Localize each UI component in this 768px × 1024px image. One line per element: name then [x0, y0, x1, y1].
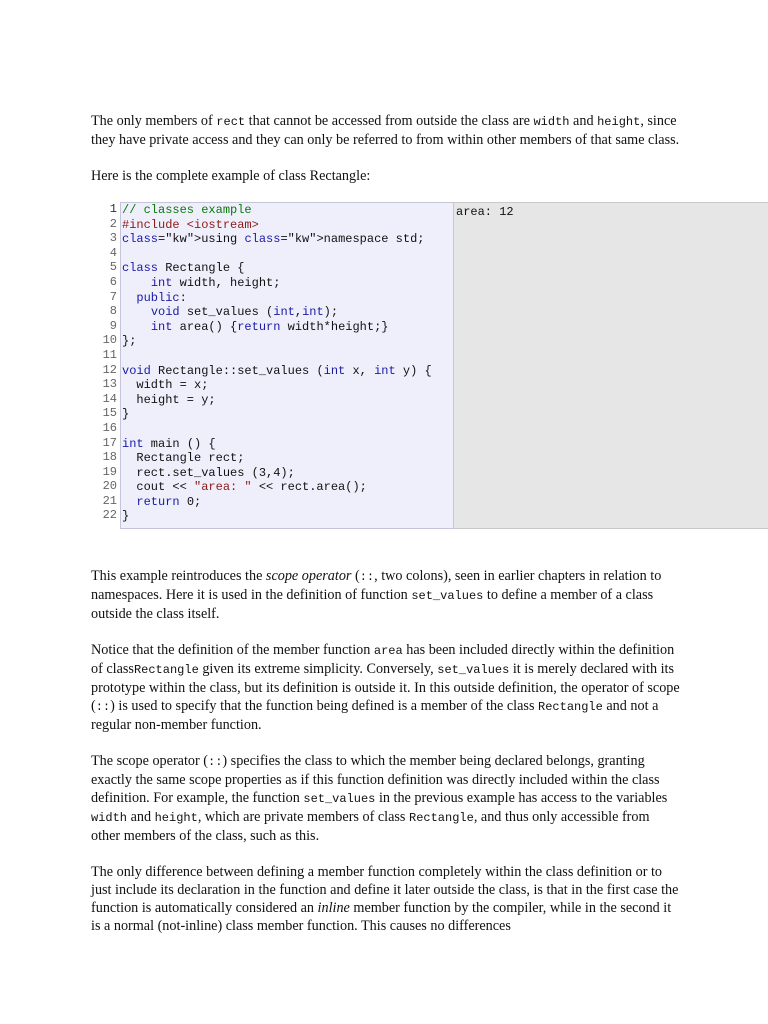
line-number: 11	[102, 347, 117, 362]
code-line: };	[122, 334, 137, 349]
inline-code: rect	[216, 115, 246, 129]
inline-code: ::	[359, 570, 375, 584]
code-block	[120, 202, 454, 529]
line-number: 5	[109, 260, 117, 275]
code-example	[91, 202, 768, 527]
text: (	[351, 568, 360, 584]
code-line	[121, 247, 453, 262]
code-line: void set_values (int,int);	[150, 305, 339, 320]
text: , two colons), seen in earlier chapters in relation to namespaces. Here it is used in the definition of function	[91, 568, 662, 603]
line-number-gutter	[91, 202, 119, 527]
code-line: Rectangle rect;	[122, 451, 245, 466]
line-number: 8	[109, 304, 117, 319]
code-line: int main () {	[122, 436, 216, 451]
text: Notice that the definition of the member function	[91, 642, 374, 658]
code-line: height = y;	[122, 392, 216, 407]
inline-code: Rectangle	[133, 663, 199, 677]
code-line: class="kw">using class="kw">namespace std;	[122, 232, 425, 247]
text: in the previous example has access to the variables	[375, 790, 668, 806]
intro-section	[91, 112, 681, 185]
line-number: 19	[102, 464, 117, 479]
text: The only difference between defining a member function completely within the class definition or to just include its declaration in the function and define it later outside the class, is that in the first case the function is automatically considered an	[91, 864, 679, 916]
emphasis: scope operator	[265, 568, 352, 584]
text: The only members of	[91, 113, 217, 129]
inline-code: Rectangle	[538, 700, 603, 714]
inline-code: ::	[208, 755, 223, 769]
code-line: int width, height;	[150, 275, 281, 290]
line-number: 21	[102, 493, 117, 508]
code-line	[121, 422, 453, 437]
code-line: cout << "area: " << rect.area();	[122, 480, 367, 495]
code-line: }	[122, 509, 130, 524]
inline-code: set_values	[303, 792, 376, 806]
line-number: 14	[102, 391, 117, 406]
output-text: area: 12	[456, 205, 514, 219]
line-number: 10	[102, 333, 117, 348]
line-number: 17	[102, 435, 117, 450]
text: , which are private members of class	[197, 809, 409, 825]
text: , since they have private access and they can only be referred to from within other members of that same class.	[91, 113, 680, 148]
paragraph-area-definition	[91, 641, 681, 734]
inline-code: height	[597, 115, 641, 129]
inline-code: area	[373, 644, 403, 658]
text: This example reintroduces the	[91, 568, 266, 584]
example-heading: Here is the complete example of class Rectangle:	[91, 168, 371, 184]
code-line: width = x;	[122, 378, 209, 393]
text: given its extreme simplicity. Conversely,	[198, 661, 438, 677]
code-line: void Rectangle::set_values (int x, int y) {	[122, 363, 432, 378]
line-number: 6	[109, 274, 117, 289]
paragraph-inline-difference	[91, 863, 681, 935]
line-number: 13	[102, 377, 117, 392]
inline-code: width	[533, 115, 570, 129]
paragraph-scope-operator	[91, 567, 681, 623]
text: The scope operator (	[91, 753, 208, 769]
line-number: 3	[109, 231, 117, 246]
intro-paragraph	[91, 112, 681, 149]
line-number: 20	[102, 479, 117, 494]
output-panel	[453, 202, 768, 529]
text: and	[127, 809, 155, 825]
text: , and thus only accessible from other members of the class, such as this.	[91, 809, 650, 844]
inline-code: ::	[95, 700, 111, 714]
code-line: }	[122, 407, 130, 422]
text: ) is used to specify that the function being defined is a member of the class	[110, 698, 539, 714]
text: and not a regular non-member function.	[91, 698, 659, 733]
inline-code: height	[154, 811, 198, 825]
text: has been included directly within the definition of class	[91, 642, 675, 677]
inline-code: set_values	[437, 663, 510, 677]
line-number: 1	[109, 202, 117, 216]
code-line: class Rectangle {	[122, 261, 245, 276]
line-number: 7	[109, 289, 117, 304]
text: and	[569, 113, 598, 129]
code-line	[121, 349, 453, 364]
code-line: #include <iostream>	[122, 217, 259, 232]
code-line: return 0;	[136, 494, 202, 509]
text: ) specifies the class to which the member being declared belongs, granting exactly the same scope properties as if this function definition was directly included within the class definition. For example, the function	[91, 753, 660, 806]
inline-code: width	[91, 811, 128, 825]
line-number: 9	[109, 318, 117, 333]
line-number: 18	[102, 450, 117, 465]
text: to define a member of a class outside the class itself.	[91, 587, 654, 622]
line-number: 12	[102, 362, 117, 377]
explanation-section	[91, 567, 681, 953]
text: it is merely declared with its prototype within the class, but its definition is outside it. In this outside definition, the operator of scope (	[91, 661, 680, 714]
code-line: public:	[136, 290, 187, 305]
line-number: 4	[109, 245, 117, 260]
line-number: 16	[102, 420, 117, 435]
paragraph-scope-properties	[91, 752, 681, 845]
line-number: 22	[102, 508, 117, 523]
code-line: int area() {return width*height;}	[150, 319, 389, 334]
line-number: 15	[102, 406, 117, 421]
code-line: // classes example	[122, 203, 252, 217]
emphasis: inline	[317, 900, 350, 916]
line-number: 2	[109, 216, 117, 231]
inline-code: Rectangle	[409, 811, 474, 825]
inline-code: set_values	[411, 589, 484, 603]
text: member function by the compiler, while in the second it is a normal (not-inline) class member function. This causes no differences	[91, 900, 672, 934]
text: that cannot be accessed from outside the class are	[245, 113, 534, 129]
code-line: rect.set_values (3,4);	[122, 465, 295, 480]
